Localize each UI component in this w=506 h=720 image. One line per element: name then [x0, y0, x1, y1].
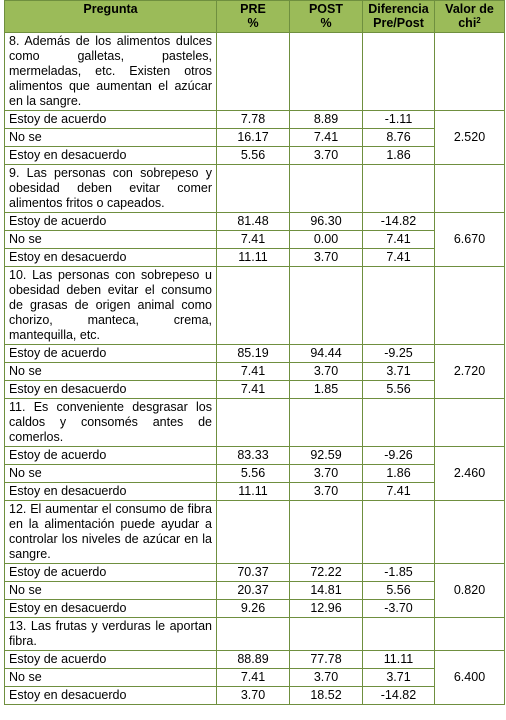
diff-value: 1.86 — [363, 147, 435, 165]
question-row-empty-cell — [290, 618, 363, 651]
diff-value: 7.41 — [363, 249, 435, 267]
question-row — [5, 618, 505, 651]
answer-label: Estoy en desacuerdo — [5, 249, 217, 267]
post-value: 14.81 — [290, 582, 363, 600]
answer-row — [5, 363, 505, 381]
question-row-empty-cell — [290, 267, 363, 345]
answer-row — [5, 600, 505, 618]
diff-value: -1.85 — [363, 564, 435, 582]
header-pre: PRE % — [217, 1, 290, 33]
header-chi: Valor de chi$^2$ — [435, 1, 505, 33]
post-value: 92.59 — [290, 447, 363, 465]
answer-row — [5, 345, 505, 363]
header-question: Pregunta — [5, 1, 217, 33]
question-row — [5, 165, 505, 213]
post-value: 7.41 — [290, 129, 363, 147]
diff-value: 3.71 — [363, 669, 435, 687]
question-row-empty-cell — [363, 165, 435, 213]
pre-value: 7.41 — [217, 669, 290, 687]
answer-label: No se — [5, 129, 217, 147]
pre-value: 83.33 — [217, 447, 290, 465]
diff-value: 7.41 — [363, 483, 435, 501]
question-row-empty-cell — [435, 399, 505, 447]
pre-value: 3.70 — [217, 687, 290, 705]
answer-row — [5, 564, 505, 582]
answer-row — [5, 381, 505, 399]
question-row-empty-cell — [217, 501, 290, 564]
results-table — [4, 0, 505, 705]
question-row-empty-cell — [217, 399, 290, 447]
post-value: 12.96 — [290, 600, 363, 618]
pre-value: 5.56 — [217, 147, 290, 165]
post-value: 3.70 — [290, 147, 363, 165]
diff-value: -14.82 — [363, 213, 435, 231]
chi-value: 2.520 — [435, 111, 505, 165]
post-value: 18.52 — [290, 687, 363, 705]
diff-value: -9.26 — [363, 447, 435, 465]
post-value: 3.70 — [290, 363, 363, 381]
pre-value: 5.56 — [217, 465, 290, 483]
question-row-empty-cell — [290, 399, 363, 447]
chi-value: 2.720 — [435, 345, 505, 399]
answer-row — [5, 669, 505, 687]
question-row-empty-cell — [217, 33, 290, 111]
header-row — [5, 1, 505, 33]
diff-value: -3.70 — [363, 600, 435, 618]
post-value: 3.70 — [290, 465, 363, 483]
question-row-empty-cell — [435, 33, 505, 111]
post-value: 94.44 — [290, 345, 363, 363]
answer-row — [5, 249, 505, 267]
question-row — [5, 267, 505, 345]
answer-label: Estoy de acuerdo — [5, 447, 217, 465]
diff-value: 7.41 — [363, 231, 435, 249]
diff-value: 11.11 — [363, 651, 435, 669]
post-value: 3.70 — [290, 669, 363, 687]
pre-value: 20.37 — [217, 582, 290, 600]
question-row-empty-cell — [290, 501, 363, 564]
answer-row — [5, 231, 505, 249]
answer-label: Estoy en desacuerdo — [5, 687, 217, 705]
pre-value: 81.48 — [217, 213, 290, 231]
question-row-empty-cell — [435, 618, 505, 651]
question-text: 9. Las personas con sobrepeso y obesidad deben evitar comer alimentos fritos o capeados. — [5, 165, 217, 213]
answer-row — [5, 687, 505, 705]
answer-label: Estoy en desacuerdo — [5, 483, 217, 501]
diff-value: 1.86 — [363, 465, 435, 483]
pre-value: 88.89 — [217, 651, 290, 669]
diff-value: -9.25 — [363, 345, 435, 363]
diff-value: -1.11 — [363, 111, 435, 129]
diff-value: 3.71 — [363, 363, 435, 381]
pre-value: 9.26 — [217, 600, 290, 618]
pre-value: 7.41 — [217, 381, 290, 399]
pre-value: 7.41 — [217, 363, 290, 381]
answer-label: Estoy de acuerdo — [5, 564, 217, 582]
chi-value: 2.460 — [435, 447, 505, 501]
header-post: POST % — [290, 1, 363, 33]
answer-label: Estoy en desacuerdo — [5, 600, 217, 618]
chi-value: 6.400 — [435, 651, 505, 705]
question-row-empty-cell — [363, 399, 435, 447]
question-row — [5, 33, 505, 111]
answer-row — [5, 582, 505, 600]
question-row-empty-cell — [217, 267, 290, 345]
header-diff: Diferencia Pre/Post — [363, 1, 435, 33]
post-value: 3.70 — [290, 249, 363, 267]
question-row-empty-cell — [363, 267, 435, 345]
answer-label: Estoy de acuerdo — [5, 345, 217, 363]
question-row-empty-cell — [363, 33, 435, 111]
question-row-empty-cell — [290, 33, 363, 111]
answer-label: Estoy en desacuerdo — [5, 147, 217, 165]
diff-value: 5.56 — [363, 582, 435, 600]
pre-value: 7.41 — [217, 231, 290, 249]
answer-row — [5, 447, 505, 465]
answer-label: Estoy de acuerdo — [5, 651, 217, 669]
pre-value: 16.17 — [217, 129, 290, 147]
chi-value: 6.670 — [435, 213, 505, 267]
pre-value: 70.37 — [217, 564, 290, 582]
answer-label: Estoy de acuerdo — [5, 111, 217, 129]
question-row — [5, 501, 505, 564]
answer-row — [5, 465, 505, 483]
post-value: 3.70 — [290, 483, 363, 501]
answer-row — [5, 213, 505, 231]
pre-value: 11.11 — [217, 483, 290, 501]
answer-row — [5, 483, 505, 501]
question-text: 8. Además de los alimentos dulces como galletas, pasteles, mermeladas, etc. Existen otros alimentos que aumentan el azúcar en la sangre. — [5, 33, 217, 111]
answer-label: No se — [5, 582, 217, 600]
answer-label: No se — [5, 465, 217, 483]
question-text: 13. Las frutas y verduras le aportan fibra. — [5, 618, 217, 651]
answer-label: Estoy de acuerdo — [5, 213, 217, 231]
question-text: 10. Las personas con sobrepeso u obesidad deben evitar el consumo de grasas de origen animal como chorizo, manteca, crema, mantequilla, etc. — [5, 267, 217, 345]
question-row-empty-cell — [363, 618, 435, 651]
pre-value: 85.19 — [217, 345, 290, 363]
answer-label: No se — [5, 363, 217, 381]
post-value: 77.78 — [290, 651, 363, 669]
pre-value: 11.11 — [217, 249, 290, 267]
answer-label: No se — [5, 231, 217, 249]
answer-label: No se — [5, 669, 217, 687]
question-row — [5, 399, 505, 447]
answer-row — [5, 129, 505, 147]
question-row-empty-cell — [435, 165, 505, 213]
post-value: 72.22 — [290, 564, 363, 582]
chi-value: 0.820 — [435, 564, 505, 618]
diff-value: 5.56 — [363, 381, 435, 399]
answer-row — [5, 651, 505, 669]
post-value: 0.00 — [290, 231, 363, 249]
post-value: 1.85 — [290, 381, 363, 399]
answer-label: Estoy en desacuerdo — [5, 381, 217, 399]
answer-row — [5, 147, 505, 165]
diff-value: 8.76 — [363, 129, 435, 147]
pre-value: 7.78 — [217, 111, 290, 129]
question-row-empty-cell — [290, 165, 363, 213]
question-row-empty-cell — [217, 165, 290, 213]
question-text: 12. El aumentar el consumo de fibra en la alimentación puede ayudar a controlar los niveles de azúcar en la sangre. — [5, 501, 217, 564]
diff-value: -14.82 — [363, 687, 435, 705]
question-text: 11. Es conveniente desgrasar los caldos y consomés antes de comerlos. — [5, 399, 217, 447]
answer-row — [5, 111, 505, 129]
question-row-empty-cell — [435, 501, 505, 564]
post-value: 96.30 — [290, 213, 363, 231]
question-row-empty-cell — [217, 618, 290, 651]
post-value: 8.89 — [290, 111, 363, 129]
question-row-empty-cell — [363, 501, 435, 564]
question-row-empty-cell — [435, 267, 505, 345]
